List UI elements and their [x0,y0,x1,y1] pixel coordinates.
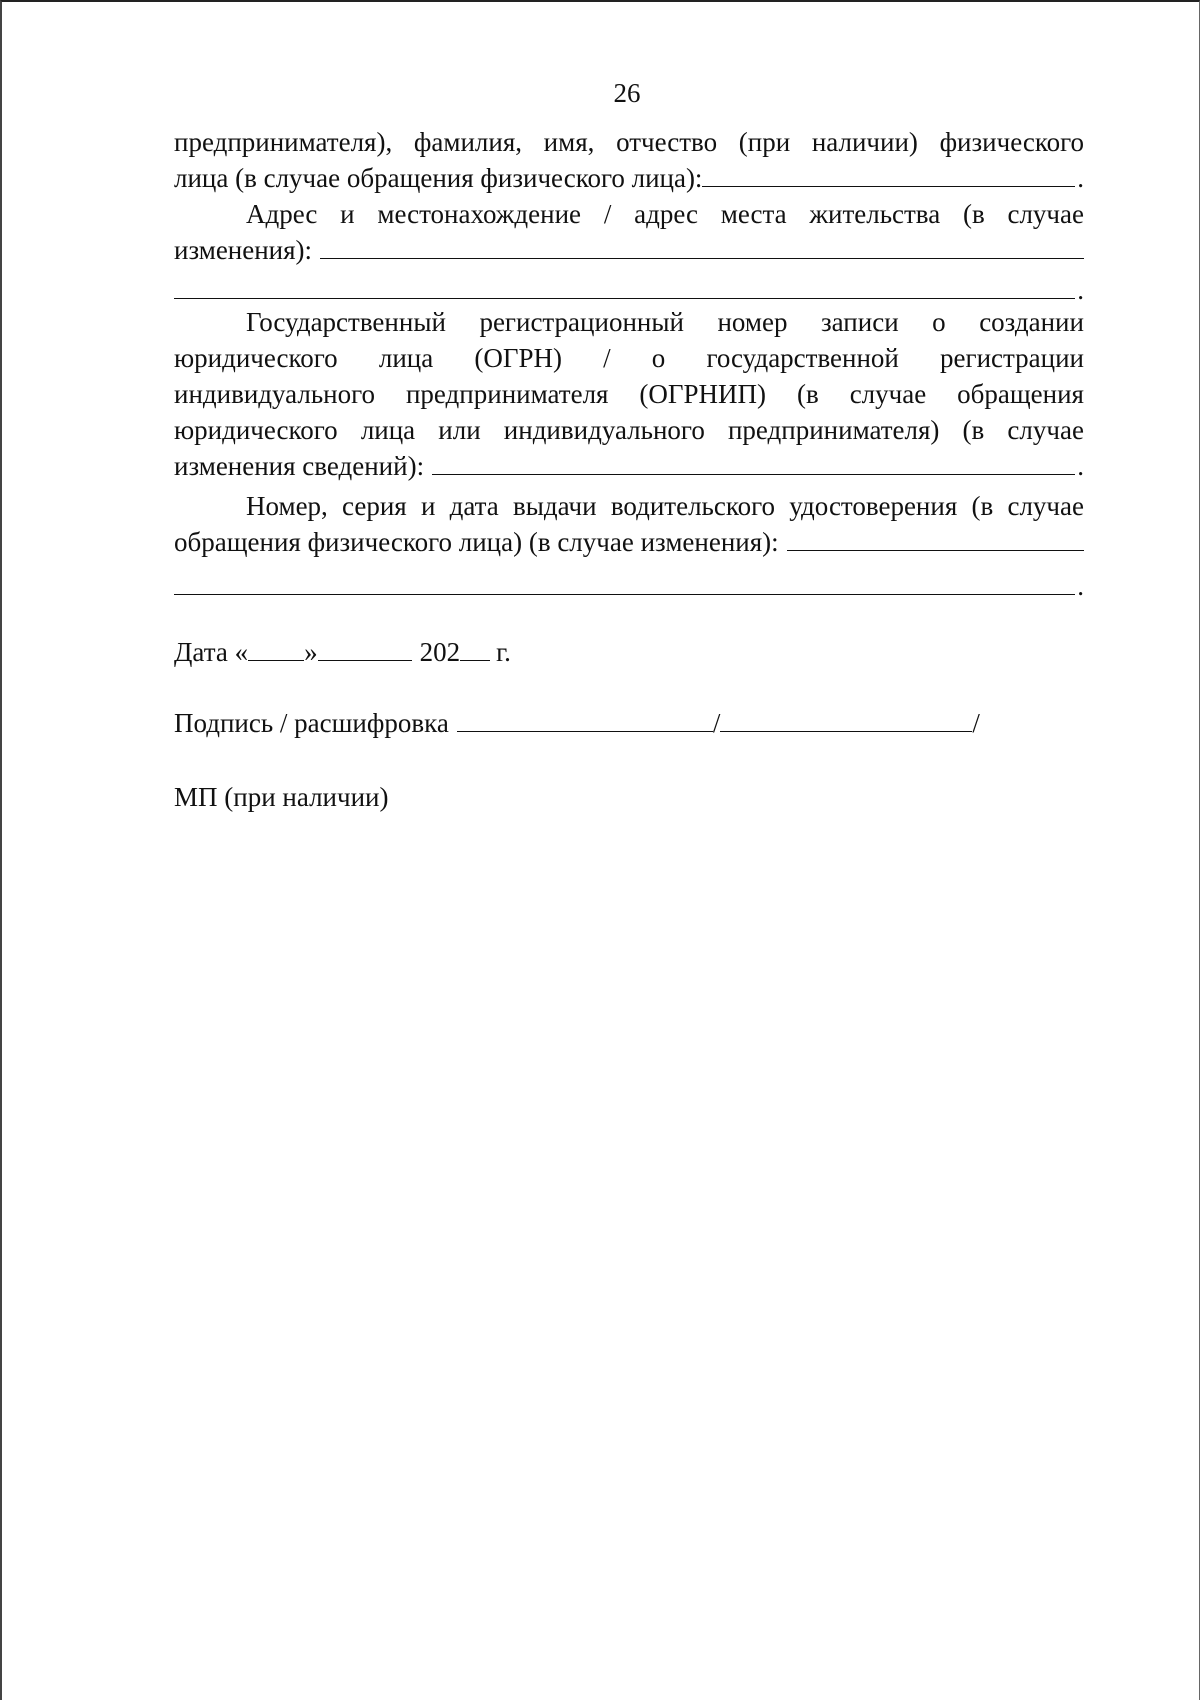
ogrn-word: лица [360,415,416,445]
ogrn-line-5 [174,448,1084,484]
address-line-1 [174,196,1084,232]
address-word: места [720,199,787,229]
ogrn-line-3 [174,376,1084,412]
fio-line-2 [174,160,1084,196]
fio-word: предпринимателя), [174,127,393,157]
fio-word: (при [738,127,791,157]
date-year-suffix: г. [496,637,511,667]
ogrn-label: изменения сведений): [174,451,425,481]
fio-line-1 [174,124,1084,160]
address-word: / [603,199,612,229]
ogrn-word: Государственный [246,307,446,337]
address-label: изменения): [174,235,313,265]
license-line-3 [174,568,1084,604]
signature-label: Подпись / расшифровка [174,708,449,738]
license-word: выдачи [513,491,597,521]
ogrn-word: (ОГРН) [474,343,562,373]
address-input-line-2[interactable] [174,274,1075,299]
ogrn-word: записи [821,307,899,337]
fio-word: физического [939,127,1084,157]
license-input-line[interactable] [787,526,1084,551]
ogrn-line-1 [174,304,1084,340]
signature-decode-input[interactable] [720,707,972,732]
ogrn-word: (в [796,379,819,409]
date-quote-close: » [304,637,318,667]
address-line-2 [174,232,1084,268]
ogrn-word: / [603,343,611,373]
ogrn-word: (ОГРНИП) [639,379,767,409]
fio-word: отчество [616,127,718,157]
license-word: случае [1007,491,1084,521]
address-section [174,196,1084,308]
signature-line [174,705,1084,741]
address-word: адрес [634,199,698,229]
address-word: Адрес [246,199,318,229]
license-word: удостоверения [789,491,958,521]
signature-end: / [972,708,980,738]
date-label: Дата « [174,637,249,667]
license-word: серия [342,491,407,521]
address-word: и [340,199,355,229]
seal-text: МП (при наличии) [174,782,389,812]
date-day-input[interactable] [248,636,304,661]
ogrn-word: (в [962,415,985,445]
date-section [174,634,1084,670]
address-word: жительства [809,199,941,229]
date-year-input[interactable] [460,636,490,661]
fio-word: имя, [543,127,595,157]
ogrn-word: юридического [174,343,338,373]
ogrn-word: номер [717,307,788,337]
address-input-line[interactable] [320,234,1084,259]
ogrn-word: индивидуального [174,379,376,409]
ogrn-input-line[interactable] [432,450,1075,475]
ogrn-word: регистрационный [479,307,684,337]
license-word: и [420,491,436,521]
address-period: . [1077,275,1084,305]
fio-period: . [1077,163,1084,193]
license-period: . [1077,571,1084,601]
license-section [174,488,1084,604]
address-line-3 [174,272,1084,308]
ogrn-word: о [651,343,666,373]
ogrn-word: лица [378,343,434,373]
ogrn-line-4 [174,412,1084,448]
license-input-line-2[interactable] [174,570,1075,595]
license-label: обращения физического лица) (в случае изменения): [174,527,779,557]
address-word: местонахождение [377,199,582,229]
fio-input-line[interactable] [702,162,1075,187]
license-word: дата [449,491,499,521]
license-line-2 [174,524,1084,560]
fio-word: наличии) [811,127,918,157]
ogrn-word: обращения [957,379,1084,409]
ogrn-word: юридического [174,415,338,445]
address-word: (в [962,199,985,229]
signature-separator: / [712,708,721,738]
license-word: (в [971,491,994,521]
date-month-input[interactable] [318,636,412,661]
seal-section [174,779,1084,815]
address-word: случае [1007,199,1084,229]
fio-word: фамилия, [413,127,522,157]
seal-line [174,779,1084,815]
ogrn-line-2 [174,340,1084,376]
license-word: водительского [610,491,775,521]
signature-section [174,705,1084,741]
signature-input[interactable] [457,707,713,732]
ogrn-word: регистрации [940,343,1084,373]
ogrn-word: о [932,307,946,337]
fio-label: лица (в случае обращения физического лица): [174,163,703,193]
fio-section [174,124,1084,196]
ogrn-word: создании [979,307,1084,337]
ogrn-word: государственной [706,343,899,373]
license-word: Номер, [246,491,328,521]
date-line [174,634,1084,670]
ogrn-word: индивидуального [503,415,705,445]
date-year-prefix: 202 [419,637,461,667]
ogrn-word: случае [1007,415,1084,445]
ogrn-period: . [1077,451,1084,481]
ogrn-word: или [438,415,481,445]
license-line-1 [174,488,1084,524]
ogrn-section [174,304,1084,484]
ogrn-word: предпринимателя [405,379,609,409]
ogrn-word: случае [849,379,927,409]
page-number: 26 [613,78,641,108]
ogrn-word: предпринимателя) [727,415,940,445]
